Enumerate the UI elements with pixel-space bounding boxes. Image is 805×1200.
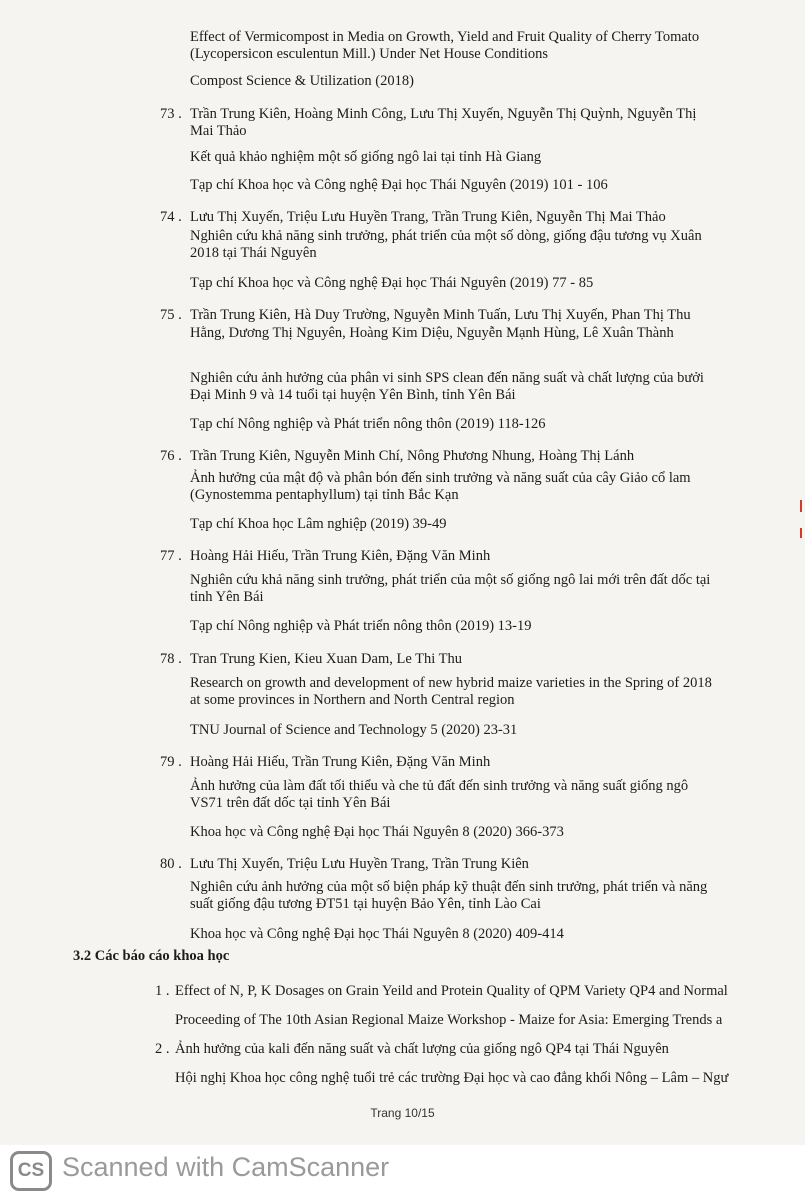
paper-authors: Hoàng Hải Hiếu, Trần Trung Kiên, Đặng Văn Minh	[190, 548, 491, 564]
paper-authors: Trần Trung Kiên, Nguyễn Minh Chí, Nông Phương Nhung, Hoàng Thị Lánh	[190, 448, 635, 464]
paper-authors: Hằng, Dương Thị Nguyên, Hoàng Kim Diệu, Nguyễn Mạnh Hùng, Lê Xuân Thành	[190, 325, 674, 341]
report-venue: Proceeding of The 10th Asian Regional Maize Workshop - Maize for Asia: Emerging Trends a	[175, 1012, 723, 1028]
paper-title: Kết quả khảo nghiệm một số giống ngô lai tại tỉnh Hà Giang	[190, 149, 542, 165]
paper-journal: Tạp chí Nông nghiệp và Phát triển nông thôn (2019) 118-126	[190, 416, 546, 432]
paper-title: Ảnh hưởng của làm đất tối thiểu và che tủ đất đến sinh trưởng và năng suất giống ngô	[190, 778, 689, 794]
paper-title: Đại Minh 9 và 14 tuổi tại huyện Yên Bình, tỉnh Yên Bái	[190, 387, 516, 403]
section-heading: 3.2 Các báo cáo khoa học	[73, 948, 230, 964]
entry-number: 78 .	[160, 651, 182, 667]
page-number: Trang 10/15	[370, 1106, 435, 1120]
paper-title: VS71 trên đất dốc tại tỉnh Yên Bái	[190, 795, 391, 811]
report-title: Effect of N, P, K Dosages on Grain Yeild and Protein Quality of QPM Variety QP4 and Normal	[175, 983, 728, 999]
camscanner-logo: CS	[10, 1151, 52, 1191]
edge-mark	[800, 500, 802, 512]
paper-journal: Compost Science & Utilization (2018)	[190, 73, 414, 89]
paper-authors: Trần Trung Kiên, Hà Duy Trường, Nguyễn Minh Tuấn, Lưu Thị Xuyến, Phan Thị Thu	[190, 307, 691, 323]
paper-journal: Tạp chí Khoa học và Công nghệ Đại học Thái Nguyên (2019) 77 - 85	[190, 275, 594, 291]
entry-number: 1 .	[155, 983, 170, 999]
report-title: Ảnh hưởng của kali đến năng suất và chất lượng của giống ngô QP4 tại Thái Nguyên	[175, 1041, 669, 1057]
paper-journal: TNU Journal of Science and Technology 5 (2020) 23-31	[190, 722, 518, 738]
paper-title: (Lycopersicon esculentun Mill.) Under Net House Conditions	[190, 46, 549, 62]
paper-authors: Lưu Thị Xuyến, Triệu Lưu Huyền Trang, Trần Trung Kiên	[190, 856, 529, 872]
paper-title: tỉnh Yên Bái	[190, 589, 264, 605]
paper-title: Effect of Vermicompost in Media on Growth, Yield and Fruit Quality of Cherry Tomato	[190, 29, 700, 45]
paper-authors: Trần Trung Kiên, Hoàng Minh Công, Lưu Thị Xuyến, Nguyễn Thị Quỳnh, Nguyễn Thị	[190, 106, 697, 122]
paper-authors: Lưu Thị Xuyến, Triệu Lưu Huyền Trang, Trần Trung Kiên, Nguyễn Thị Mai Thảo	[190, 209, 666, 225]
paper-journal: Khoa học và Công nghệ Đại học Thái Nguyên 8 (2020) 366-373	[190, 824, 564, 840]
paper-journal: Khoa học và Công nghệ Đại học Thái Nguyên 8 (2020) 409-414	[190, 926, 564, 942]
paper-title: suất giống đậu tương ĐT51 tại huyện Bảo Yên, tỉnh Lào Cai	[190, 896, 541, 912]
paper-journal: Tạp chí Khoa học và Công nghệ Đại học Thái Nguyên (2019) 101 - 106	[190, 177, 608, 193]
paper-title: Nghiên cứu ảnh hưởng của phân vi sinh SPS clean đến năng suất và chất lượng của bưởi	[190, 370, 704, 386]
paper-title: 2018 tại Thái Nguyên	[190, 245, 317, 261]
paper-journal: Tạp chí Nông nghiệp và Phát triển nông thôn (2019) 13-19	[190, 618, 532, 634]
entry-number: 80 .	[160, 856, 182, 872]
paper-title: Nghiên cứu khả năng sinh trưởng, phát triển của một số dòng, giống đậu tương vụ Xuân	[190, 228, 702, 244]
edge-mark	[800, 528, 802, 538]
watermark-text: Scanned with CamScanner	[62, 1152, 390, 1182]
paper-authors: Hoàng Hải Hiếu, Trần Trung Kiên, Đặng Văn Minh	[190, 754, 491, 770]
paper-title: (Gynostemma pentaphyllum) tại tỉnh Bắc Kạn	[190, 487, 459, 503]
report-venue: Hội nghị Khoa học công nghệ tuổi trẻ các trường Đại học và cao đẳng khối Nông – Lâm – Ngư	[175, 1070, 729, 1086]
entry-number: 77 .	[160, 548, 182, 564]
paper-title: Nghiên cứu khả năng sinh trưởng, phát triển của một số giống ngô lai mới trên đất dốc tại	[190, 572, 711, 588]
paper-journal: Tạp chí Khoa học Lâm nghiệp (2019) 39-49	[190, 516, 447, 532]
entry-number: 79 .	[160, 754, 182, 770]
paper-title: Research on growth and development of new hybrid maize varieties in the Spring of 2018	[190, 675, 712, 691]
entry-number: 74 .	[160, 209, 182, 225]
paper-title: Ảnh hưởng của mật độ và phân bón đến sinh trưởng và năng suất của cây Giảo cổ lam	[190, 470, 691, 486]
entry-number: 73 .	[160, 106, 182, 122]
paper-authors: Mai Thảo	[190, 123, 247, 139]
paper-authors: Tran Trung Kien, Kieu Xuan Dam, Le Thi Thu	[190, 651, 463, 667]
entry-number: 75 .	[160, 307, 182, 323]
paper-title: Nghiên cứu ảnh hưởng của một số biện pháp kỹ thuật đến sinh trưởng, phát triển và năng	[190, 879, 708, 895]
entry-number: 76 .	[160, 448, 182, 464]
paper-title: at some provinces in Northern and North Central region	[190, 692, 515, 708]
entry-number: 2 .	[155, 1041, 170, 1057]
